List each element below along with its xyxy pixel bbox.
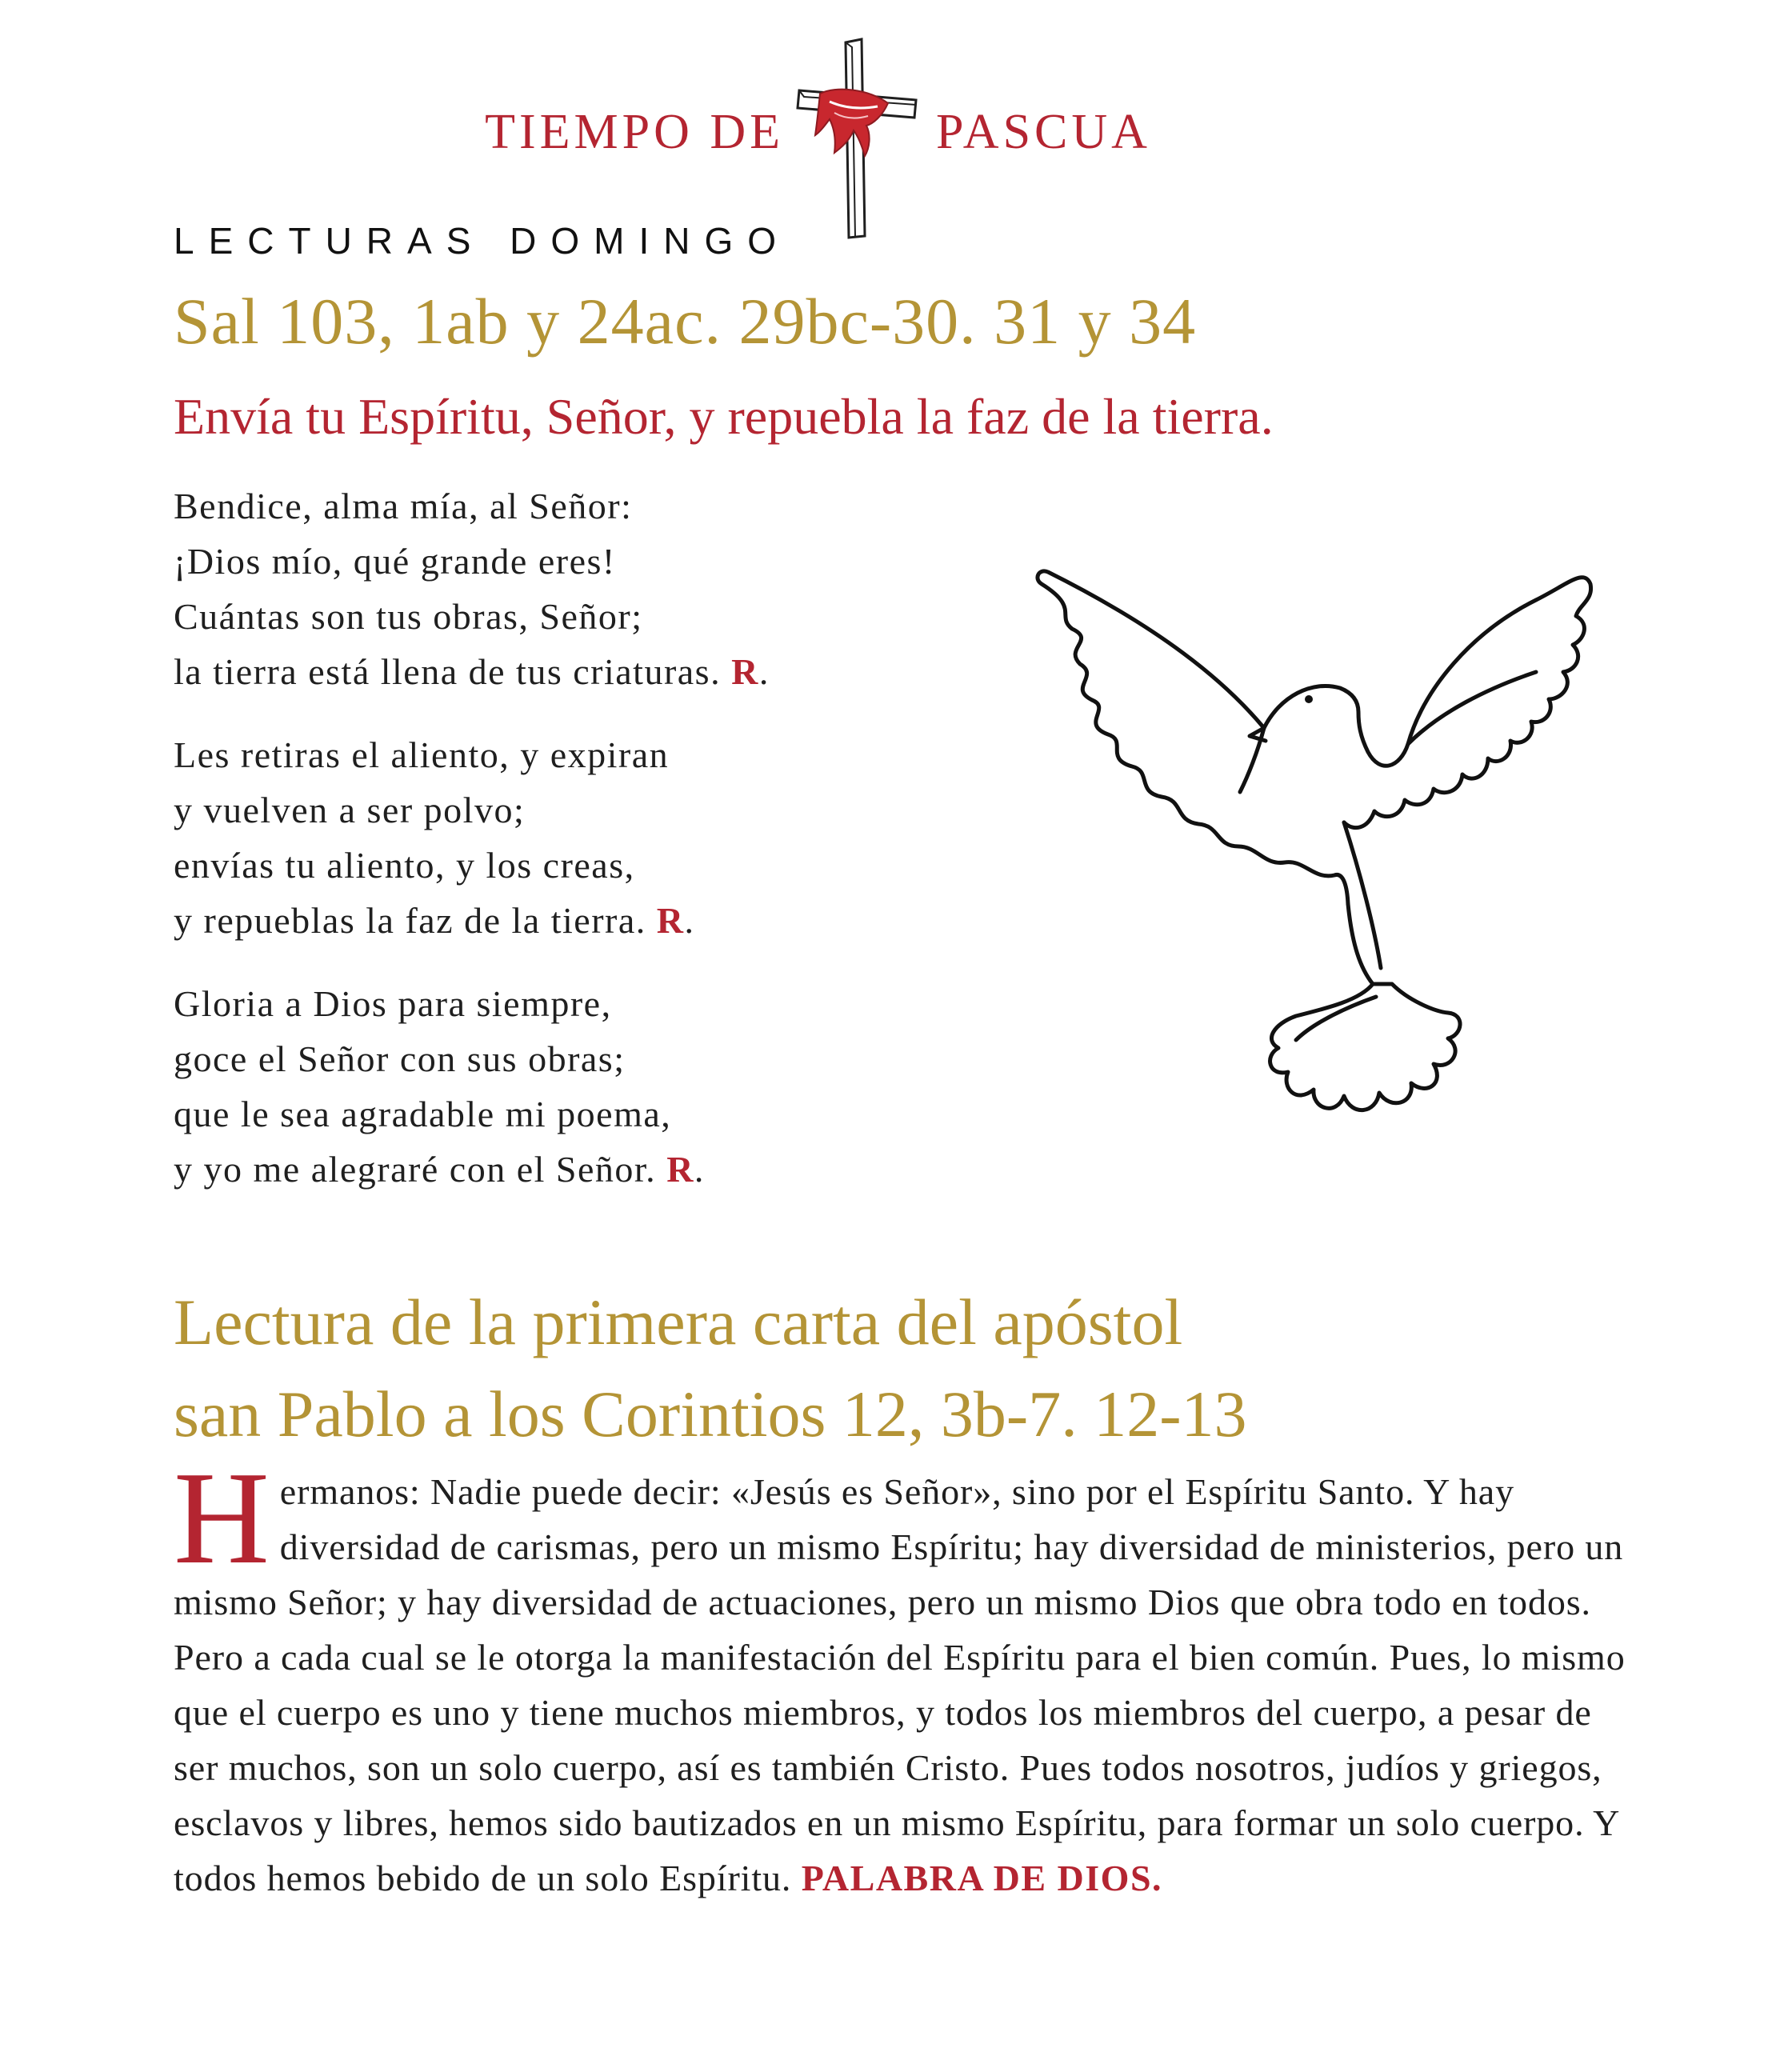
stanza [174,478,974,699]
reading-title [174,1276,1614,1460]
stanza-line: ¡Dios mío, qué grande eres! [174,541,616,582]
response-period: . [684,900,695,941]
psalm-stanzas [174,478,974,1225]
stanza-line: que le sea agradable mi poema, [174,1094,672,1134]
stanza [174,727,974,948]
stanza-line: Cuántas son tus obras, Señor; [174,596,643,637]
section-kicker: LECTURAS DOMINGO [174,220,791,262]
response-marker: R [731,651,759,692]
header [0,32,1792,240]
reading-text: ermanos: Nadie puede decir: «Jesús es Señor», sino por el Espíritu Santo. Y hay diversidad de carismas, pero un mismo Espíritu; hay diversidad de ministerios, pero un mismo Señor; y hay diversidad de actuaciones, pero un mismo Dios que obra todo en todos. Pero a cada cual se le otorga la manifestación del Espíritu para el bien común. Pues, lo mismo que el cuerpo es uno y tiene muchos miembros, y todos los miembros del cuerpo, a pesar de ser muchos, son un solo cuerpo, así es también Cristo. Pues todos nosotros, judíos y griegos, esclavos y libres, hemos sido bautizados en un mismo Espíritu, para formar un solo cuerpo. Y todos hemos bebido de un solo Espíritu. [174,1471,1626,1898]
response-period: . [758,651,770,692]
stanza-line: envías tu aliento, y los creas, [174,845,635,886]
season-title-right: PASCUA [936,105,1151,159]
stanza [174,976,974,1197]
stanza-line-text: la tierra está llena de tus criaturas. [174,651,722,692]
stanza-line: Les retiras el aliento, y expiran [174,734,670,775]
season-title-left: TIEMPO DE [485,105,784,159]
psalm-reference: Sal 103, 1ab y 24ac. 29bc-30. 31 y 34 [174,285,1197,358]
stanza-line-text: y repueblas la faz de la tierra. [174,900,646,941]
stanza-line: Gloria a Dios para siempre, [174,983,612,1024]
reading-title-line: san Pablo a los Corintios 12, 3b-7. 12-13 [174,1378,1247,1450]
response-marker: R [656,900,685,941]
closing-acclamation: PALABRA DE DIOS. [801,1858,1163,1898]
drop-cap: H [174,1444,270,1591]
dove-icon [1024,552,1616,1160]
stanza-line-last [174,1142,974,1197]
reading-body [174,1444,1630,1906]
response-marker: R [666,1149,694,1190]
stanza-line-text: y yo me alegraré con el Señor. [174,1149,657,1190]
stanza-line-last [174,644,974,699]
psalm-refrain: Envía tu Espíritu, Señor, y repuebla la faz de la tierra. [174,388,1274,445]
stanza-line-last [174,893,974,948]
response-period: . [694,1149,705,1190]
reading-title-line: Lectura de la primera carta del apóstol [174,1286,1183,1358]
stanza-line: goce el Señor con sus obras; [174,1038,626,1079]
cross-with-red-cloth-icon [788,36,928,244]
stanza-line: y vuelven a ser polvo; [174,790,526,830]
stanza-line: Bendice, alma mía, al Señor: [174,486,633,526]
